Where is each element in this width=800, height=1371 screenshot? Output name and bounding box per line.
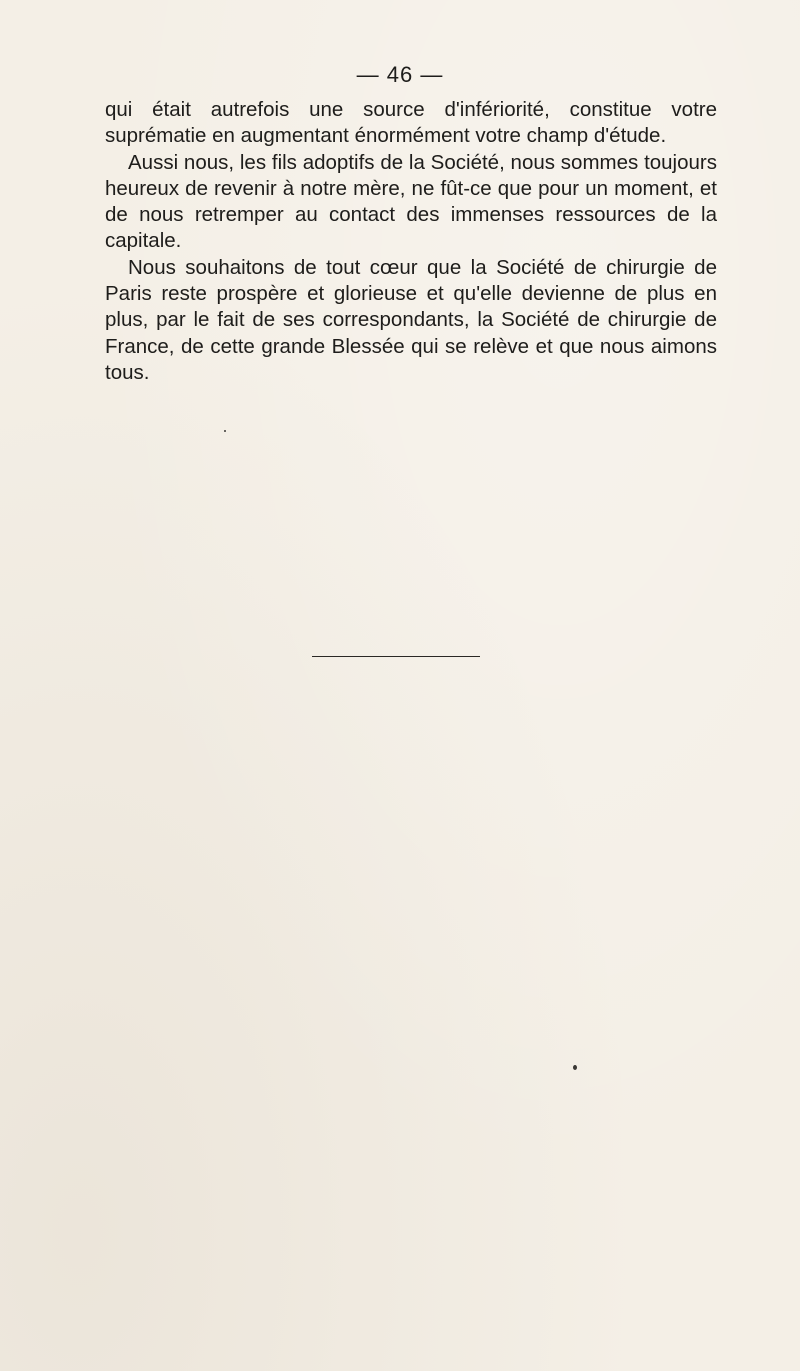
- paragraph-1: qui était autrefois une source d'infériorité, constitue votre suprématie en augmentant énormément votre champ d'étude.: [105, 98, 717, 148]
- speck: [224, 430, 226, 432]
- page-number: — 46 —: [356, 62, 444, 87]
- speck: [573, 1065, 577, 1070]
- paragraph-3: Nous souhaitons de tout cœur que la Société de chirurgie de Paris reste prospère et glorieuse et qu'elle devienne de plus en plus, par le fait de ses correspondants, la Société de chirurgie de France, de cette grande Blessée qui se relève et que nous aimons tous.: [105, 255, 717, 384]
- body-text: [105, 97, 717, 386]
- paragraph-2: Aussi nous, les fils adoptifs de la Société, nous sommes toujours heureux de revenir à notre mère, ne fût-ce que pour un moment, et de nous retremper au contact des immenses ressources de la capitale.: [105, 150, 717, 253]
- end-rule-divider: [312, 656, 480, 657]
